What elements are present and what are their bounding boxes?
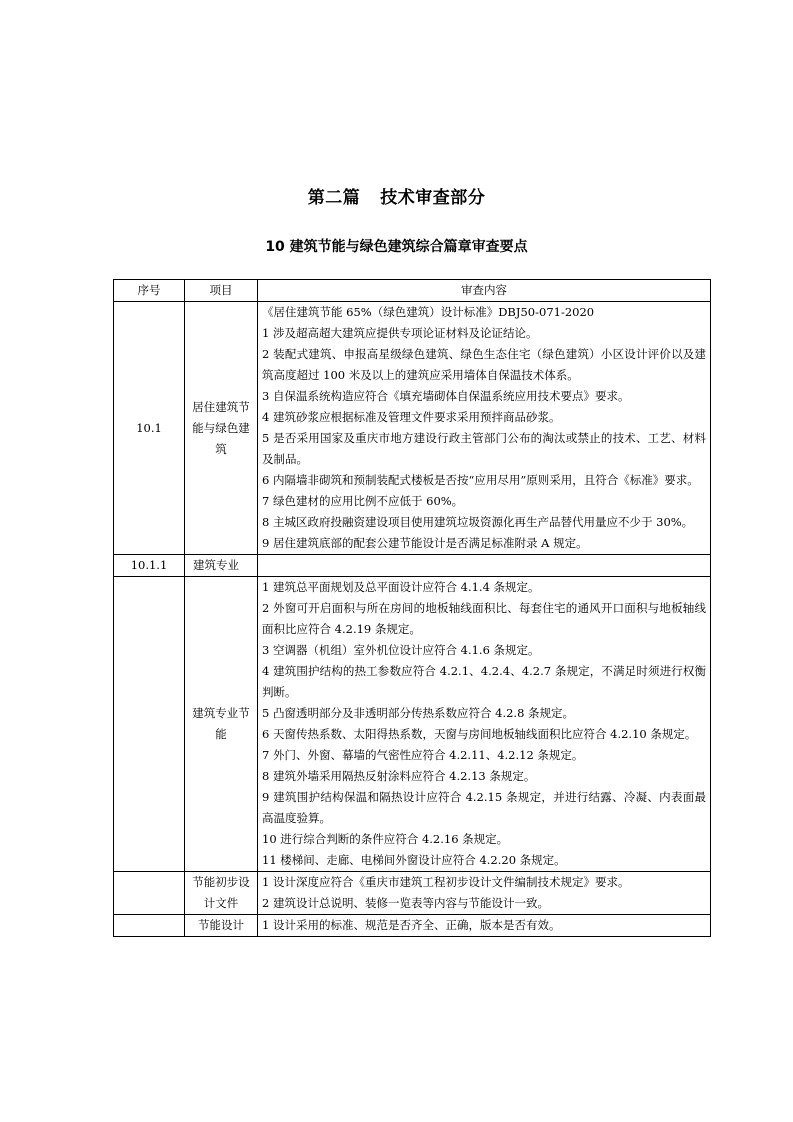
header-content: 审查内容 — [258, 280, 711, 302]
content-line: 《居住建筑节能 65%（绿色建筑）设计标准》DBJ50-071-2020 — [262, 305, 595, 319]
content-line: 10 进行综合判断的条件应符合 4.2.16 条规定。 — [262, 832, 509, 846]
content-line: 3 自保温系统构造应符合《填充墙砌体自保温系统应用技术要点》要求。 — [262, 389, 630, 403]
table-row — [114, 302, 711, 555]
content-line: 1 建筑总平面规划及总平面设计应符合 4.1.4 条规定。 — [262, 580, 540, 594]
content-line: 6 天窗传热系数、太阳得热系数，天窗与房间地板轴线面积比应符合 4.2.10 条规定。 — [262, 727, 697, 741]
row-item: 节能初步设计文件 — [185, 872, 258, 915]
row-item: 居住建筑节能与绿色建筑 — [185, 302, 258, 555]
content-line: 1 涉及超高超大建筑应提供专项论证材料及论证结论。 — [262, 326, 538, 340]
content-line: 4 建筑围护结构的热工参数应符合 4.2.1、4.2.4、4.2.7 条规定，不满足时须进行权衡判断。 — [262, 664, 706, 699]
table-row — [114, 577, 711, 872]
content-line: 2 外窗可开启面积与所在房间的地板轴线面积比、每套住宅的通风开口面积与地板轴线面积比应符合 4.2.19 条规定。 — [262, 601, 706, 636]
row-number — [114, 915, 185, 937]
content-line: 2 建筑设计总说明、装修一览表等内容与节能设计一致。 — [262, 896, 549, 910]
row-content — [258, 915, 711, 937]
content-line: 7 绿色建材的应用比例不应低于 60%。 — [262, 494, 464, 508]
section-title: 10 建筑节能与绿色建筑综合篇章审查要点 — [265, 239, 528, 255]
row-number: 10.1.1 — [114, 555, 185, 577]
table-header-row — [114, 280, 711, 302]
header-number: 序号 — [114, 280, 185, 302]
content-line: 4 建筑砂浆应根据标准及管理文件要求采用预拌商品砂浆。 — [262, 410, 561, 424]
content-line: 1 设计深度应符合《重庆市建筑工程初步设计文件编制技术规定》要求。 — [262, 875, 630, 889]
header-item: 项目 — [185, 280, 258, 302]
row-item: 建筑专业 — [185, 555, 258, 577]
content-line: 5 是否采用国家及重庆市地方建设行政主管部门公布的淘汰或禁止的技术、工艺、材料及制品。 — [262, 431, 706, 466]
content-line: 6 内隔墙非砌筑和预制装配式楼板是否按“应用尽用”原则采用，且符合《标准》要求。 — [262, 473, 699, 487]
table-row — [114, 915, 711, 937]
row-content — [258, 577, 711, 872]
row-content — [258, 872, 711, 915]
content-line: 8 建筑外墙采用隔热反射涂料应符合 4.2.13 条规定。 — [262, 769, 536, 783]
row-item: 建筑专业节能 — [185, 577, 258, 872]
table-row — [114, 872, 711, 915]
content-line: 5 凸窗透明部分及非透明部分传热系数应符合 4.2.8 条规定。 — [262, 706, 575, 720]
table-row — [114, 555, 711, 577]
part-title-text: 技术审查部分 — [380, 188, 486, 208]
content-line: 1 设计采用的标准、规范是否齐全、正确，版本是否有效。 — [262, 918, 561, 932]
review-table — [113, 279, 711, 937]
part-title — [0, 183, 793, 208]
content-line: 2 装配式建筑、申报高星级绿色建筑、绿色生态住宅（绿色建筑）小区设计评价以及建筑高度超过 100 米及以上的建筑应采用墙体自保温技术体系。 — [262, 347, 706, 382]
content-line: 9 建筑围护结构保温和隔热设计应符合 4.2.15 条规定，并进行结露、冷凝、内表面最高温度验算。 — [262, 790, 706, 825]
table-body — [114, 302, 711, 937]
row-item: 节能设计 — [185, 915, 258, 937]
content-line: 8 主城区政府投融资建设项目使用建筑垃圾资源化再生产品替代用量应不少于 30%。 — [262, 515, 694, 529]
content-line: 11 楼梯间、走廊、电梯间外窗设计应符合 4.2.20 条规定。 — [262, 853, 566, 867]
row-number: 10.1 — [114, 302, 185, 555]
row-content — [258, 302, 711, 555]
content-line: 7 外门、外窗、幕墙的气密性应符合 4.2.11、4.2.12 条规定。 — [262, 748, 584, 762]
row-number — [114, 577, 185, 872]
part-title-number: 第二篇 — [307, 188, 361, 208]
row-number — [114, 872, 185, 915]
content-line: 3 空调器（机组）室外机位设计应符合 4.1.6 条规定。 — [262, 643, 540, 657]
row-content — [258, 555, 711, 577]
content-line: 9 居住建筑底部的配套公建节能设计是否满足标准附录 A 规定。 — [262, 536, 588, 550]
